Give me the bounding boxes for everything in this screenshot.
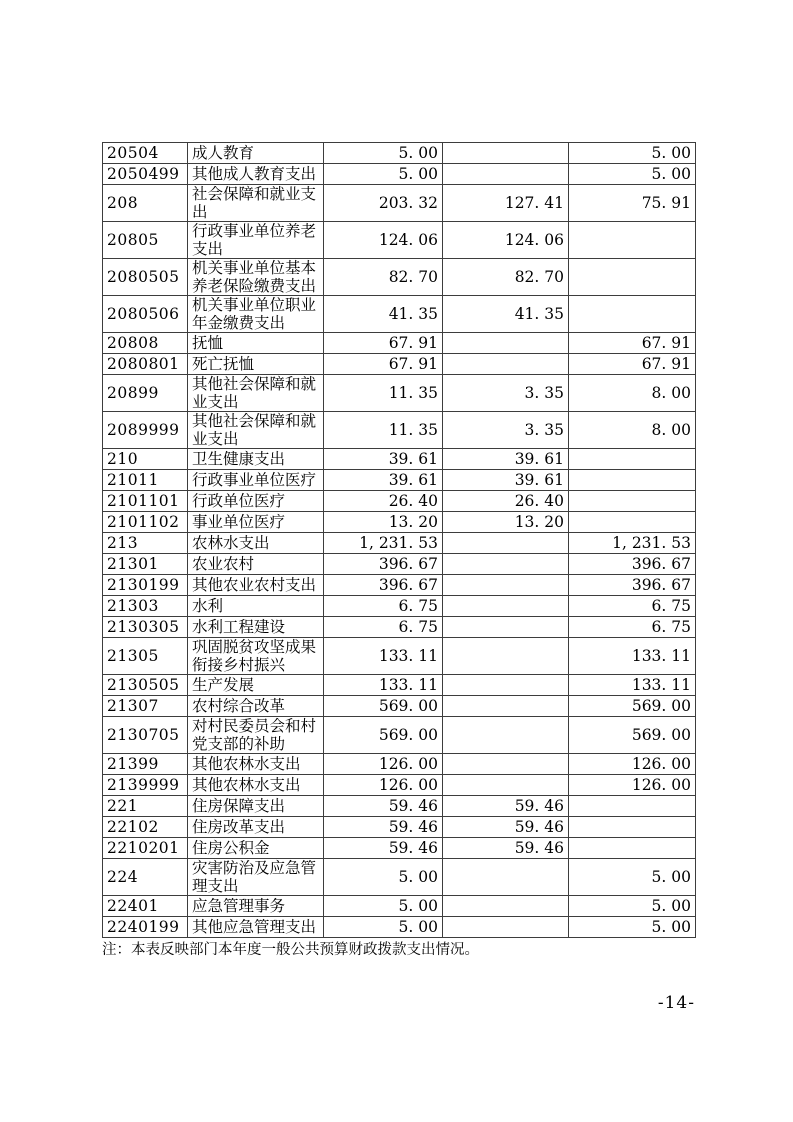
name-cell: 机关事业单位基本养老保险缴费支出 <box>188 259 324 296</box>
code-cell: 21307 <box>103 696 188 717</box>
table-row <box>103 838 696 859</box>
amount-cell-2: 41. 35 <box>443 296 569 333</box>
table-row <box>103 775 696 796</box>
amount-cell-3: 6. 75 <box>569 596 696 617</box>
code-cell: 22102 <box>103 817 188 838</box>
amount-cell-3: 8. 00 <box>569 412 696 449</box>
amount-cell-1: 11. 35 <box>324 375 443 412</box>
name-cell: 其他农业农村支出 <box>188 575 324 596</box>
name-cell: 其他应急管理支出 <box>188 917 324 938</box>
amount-cell-3: 396. 67 <box>569 575 696 596</box>
code-cell: 20808 <box>103 333 188 354</box>
code-cell: 221 <box>103 796 188 817</box>
table-row <box>103 512 696 533</box>
code-cell: 2130305 <box>103 617 188 638</box>
amount-cell-1: 6. 75 <box>324 596 443 617</box>
table-row <box>103 859 696 896</box>
amount-cell-1: 41. 35 <box>324 296 443 333</box>
amount-cell-3: 569. 00 <box>569 717 696 754</box>
amount-cell-1: 126. 00 <box>324 775 443 796</box>
amount-cell-2 <box>443 554 569 575</box>
code-cell: 2080505 <box>103 259 188 296</box>
amount-cell-1: 569. 00 <box>324 717 443 754</box>
budget-table-body <box>103 143 696 938</box>
table-row <box>103 596 696 617</box>
amount-cell-3 <box>569 817 696 838</box>
amount-cell-1: 5. 00 <box>324 164 443 185</box>
table-row <box>103 796 696 817</box>
amount-cell-1: 126. 00 <box>324 754 443 775</box>
table-row <box>103 185 696 222</box>
table-row <box>103 638 696 675</box>
name-cell: 巩固脱贫攻坚成果衔接乡村振兴 <box>188 638 324 675</box>
name-cell: 行政事业单位医疗 <box>188 470 324 491</box>
amount-cell-3: 67. 91 <box>569 354 696 375</box>
amount-cell-3 <box>569 259 696 296</box>
name-cell: 卫生健康支出 <box>188 449 324 470</box>
table-row <box>103 296 696 333</box>
amount-cell-2 <box>443 717 569 754</box>
amount-cell-2: 26. 40 <box>443 491 569 512</box>
amount-cell-1: 396. 67 <box>324 554 443 575</box>
amount-cell-2: 82. 70 <box>443 259 569 296</box>
name-cell: 应急管理事务 <box>188 896 324 917</box>
code-cell: 2139999 <box>103 775 188 796</box>
table-row <box>103 259 696 296</box>
name-cell: 生产发展 <box>188 675 324 696</box>
amount-cell-3: 5. 00 <box>569 917 696 938</box>
amount-cell-2 <box>443 775 569 796</box>
amount-cell-3: 6. 75 <box>569 617 696 638</box>
amount-cell-1: 133. 11 <box>324 675 443 696</box>
table-row <box>103 449 696 470</box>
name-cell: 成人教育 <box>188 143 324 164</box>
name-cell: 水利 <box>188 596 324 617</box>
amount-cell-2 <box>443 617 569 638</box>
amount-cell-1: 82. 70 <box>324 259 443 296</box>
amount-cell-3: 5. 00 <box>569 143 696 164</box>
amount-cell-1: 396. 67 <box>324 575 443 596</box>
table-row <box>103 717 696 754</box>
amount-cell-1: 5. 00 <box>324 859 443 896</box>
amount-cell-3: 5. 00 <box>569 859 696 896</box>
code-cell: 20805 <box>103 222 188 259</box>
amount-cell-2: 59. 46 <box>443 817 569 838</box>
name-cell: 其他农林水支出 <box>188 775 324 796</box>
amount-cell-1: 203. 32 <box>324 185 443 222</box>
table-row <box>103 917 696 938</box>
amount-cell-2 <box>443 754 569 775</box>
table-row <box>103 754 696 775</box>
amount-cell-1: 11. 35 <box>324 412 443 449</box>
amount-cell-2 <box>443 596 569 617</box>
amount-cell-3: 569. 00 <box>569 696 696 717</box>
table-row <box>103 491 696 512</box>
table-row <box>103 470 696 491</box>
name-cell: 抚恤 <box>188 333 324 354</box>
amount-cell-3 <box>569 491 696 512</box>
name-cell: 农村综合改革 <box>188 696 324 717</box>
table-row <box>103 143 696 164</box>
amount-cell-2 <box>443 143 569 164</box>
table-row <box>103 164 696 185</box>
page-number: -14- <box>657 993 695 1013</box>
amount-cell-1: 59. 46 <box>324 796 443 817</box>
amount-cell-1: 13. 20 <box>324 512 443 533</box>
code-cell: 21305 <box>103 638 188 675</box>
amount-cell-3: 133. 11 <box>569 638 696 675</box>
code-cell: 22401 <box>103 896 188 917</box>
budget-expenditure-table <box>102 142 696 938</box>
code-cell: 20899 <box>103 375 188 412</box>
code-cell: 2130505 <box>103 675 188 696</box>
name-cell: 住房公积金 <box>188 838 324 859</box>
table-row <box>103 696 696 717</box>
code-cell: 210 <box>103 449 188 470</box>
code-cell: 20504 <box>103 143 188 164</box>
amount-cell-2: 124. 06 <box>443 222 569 259</box>
amount-cell-3 <box>569 222 696 259</box>
code-cell: 21399 <box>103 754 188 775</box>
amount-cell-1: 59. 46 <box>324 817 443 838</box>
name-cell: 对村民委员会和村党支部的补助 <box>188 717 324 754</box>
table-row <box>103 554 696 575</box>
amount-cell-3: 8. 00 <box>569 375 696 412</box>
name-cell: 农业农村 <box>188 554 324 575</box>
table-row <box>103 575 696 596</box>
code-cell: 208 <box>103 185 188 222</box>
name-cell: 机关事业单位职业年金缴费支出 <box>188 296 324 333</box>
code-cell: 2101102 <box>103 512 188 533</box>
amount-cell-3: 5. 00 <box>569 164 696 185</box>
amount-cell-3: 126. 00 <box>569 754 696 775</box>
amount-cell-2: 39. 61 <box>443 449 569 470</box>
amount-cell-2 <box>443 575 569 596</box>
amount-cell-2: 3. 35 <box>443 375 569 412</box>
name-cell: 行政单位医疗 <box>188 491 324 512</box>
amount-cell-1: 5. 00 <box>324 896 443 917</box>
amount-cell-2: 39. 61 <box>443 470 569 491</box>
amount-cell-1: 124. 06 <box>324 222 443 259</box>
code-cell: 2080801 <box>103 354 188 375</box>
amount-cell-1: 59. 46 <box>324 838 443 859</box>
code-cell: 2130199 <box>103 575 188 596</box>
code-cell: 2130705 <box>103 717 188 754</box>
amount-cell-2 <box>443 333 569 354</box>
table-row <box>103 222 696 259</box>
table-row <box>103 617 696 638</box>
amount-cell-2 <box>443 696 569 717</box>
amount-cell-3 <box>569 470 696 491</box>
code-cell: 21301 <box>103 554 188 575</box>
amount-cell-3: 126. 00 <box>569 775 696 796</box>
amount-cell-2 <box>443 675 569 696</box>
amount-cell-3: 1, 231. 53 <box>569 533 696 554</box>
name-cell: 其他社会保障和就业支出 <box>188 412 324 449</box>
name-cell: 农林水支出 <box>188 533 324 554</box>
amount-cell-2 <box>443 533 569 554</box>
amount-cell-1: 5. 00 <box>324 143 443 164</box>
amount-cell-3: 5. 00 <box>569 896 696 917</box>
name-cell: 住房改革支出 <box>188 817 324 838</box>
amount-cell-3 <box>569 449 696 470</box>
table-row <box>103 354 696 375</box>
amount-cell-1: 569. 00 <box>324 696 443 717</box>
name-cell: 住房保障支出 <box>188 796 324 817</box>
amount-cell-1: 39. 61 <box>324 470 443 491</box>
table-row <box>103 333 696 354</box>
amount-cell-2: 59. 46 <box>443 796 569 817</box>
code-cell: 21303 <box>103 596 188 617</box>
table-row <box>103 375 696 412</box>
table-note: 注：本表反映部门本年度一般公共预算财政拨款支出情况。 <box>102 942 479 958</box>
code-cell: 2080506 <box>103 296 188 333</box>
amount-cell-2 <box>443 354 569 375</box>
amount-cell-3 <box>569 296 696 333</box>
table-row <box>103 896 696 917</box>
name-cell: 其他成人教育支出 <box>188 164 324 185</box>
amount-cell-1: 67. 91 <box>324 333 443 354</box>
amount-cell-2 <box>443 917 569 938</box>
amount-cell-3 <box>569 796 696 817</box>
code-cell: 2101101 <box>103 491 188 512</box>
amount-cell-3: 396. 67 <box>569 554 696 575</box>
name-cell: 社会保障和就业支出 <box>188 185 324 222</box>
table-row <box>103 675 696 696</box>
name-cell: 其他社会保障和就业支出 <box>188 375 324 412</box>
amount-cell-3: 75. 91 <box>569 185 696 222</box>
code-cell: 213 <box>103 533 188 554</box>
amount-cell-2 <box>443 164 569 185</box>
amount-cell-2: 3. 35 <box>443 412 569 449</box>
name-cell: 水利工程建设 <box>188 617 324 638</box>
amount-cell-2 <box>443 896 569 917</box>
name-cell: 行政事业单位养老支出 <box>188 222 324 259</box>
amount-cell-1: 26. 40 <box>324 491 443 512</box>
amount-cell-3 <box>569 838 696 859</box>
amount-cell-2: 59. 46 <box>443 838 569 859</box>
amount-cell-1: 5. 00 <box>324 917 443 938</box>
amount-cell-3: 67. 91 <box>569 333 696 354</box>
amount-cell-1: 133. 11 <box>324 638 443 675</box>
amount-cell-2: 127. 41 <box>443 185 569 222</box>
code-cell: 224 <box>103 859 188 896</box>
amount-cell-2 <box>443 638 569 675</box>
code-cell: 2050499 <box>103 164 188 185</box>
table-row <box>103 533 696 554</box>
code-cell: 2089999 <box>103 412 188 449</box>
amount-cell-1: 67. 91 <box>324 354 443 375</box>
amount-cell-2 <box>443 859 569 896</box>
name-cell: 死亡抚恤 <box>188 354 324 375</box>
table-row <box>103 817 696 838</box>
amount-cell-1: 6. 75 <box>324 617 443 638</box>
code-cell: 2210201 <box>103 838 188 859</box>
amount-cell-1: 1, 231. 53 <box>324 533 443 554</box>
code-cell: 2240199 <box>103 917 188 938</box>
table-row <box>103 412 696 449</box>
name-cell: 灾害防治及应急管理支出 <box>188 859 324 896</box>
amount-cell-3 <box>569 512 696 533</box>
code-cell: 21011 <box>103 470 188 491</box>
name-cell: 其他农林水支出 <box>188 754 324 775</box>
amount-cell-1: 39. 61 <box>324 449 443 470</box>
amount-cell-2: 13. 20 <box>443 512 569 533</box>
name-cell: 事业单位医疗 <box>188 512 324 533</box>
amount-cell-3: 133. 11 <box>569 675 696 696</box>
